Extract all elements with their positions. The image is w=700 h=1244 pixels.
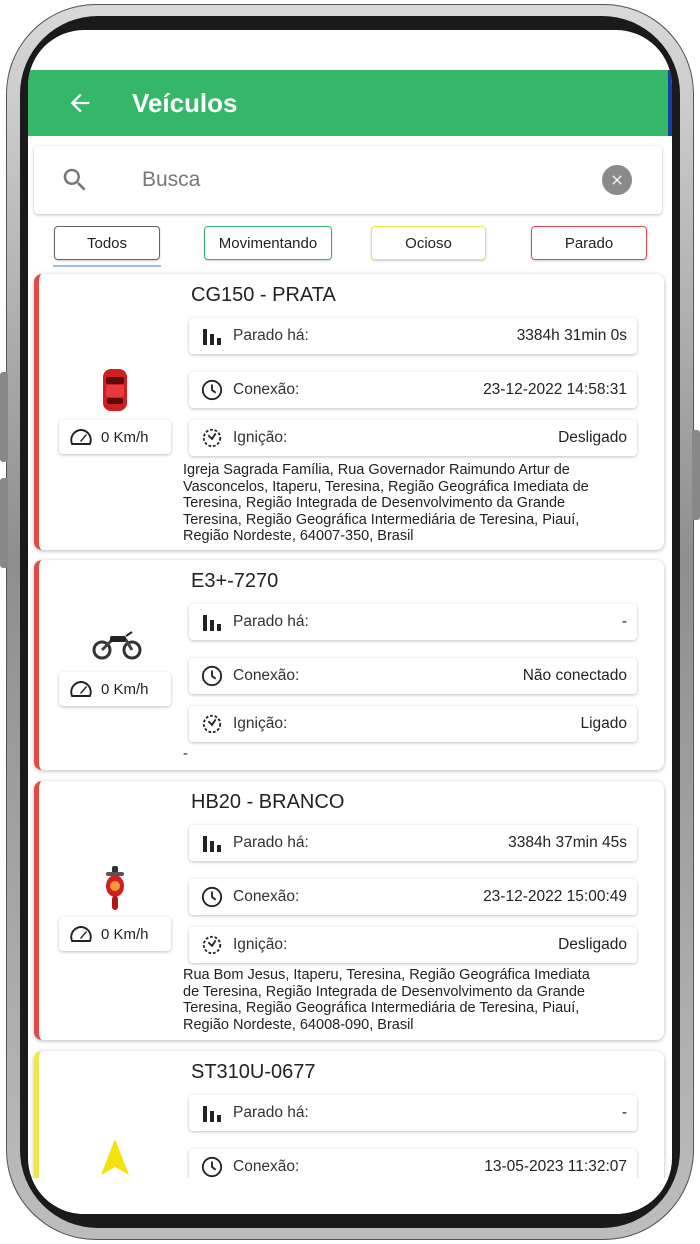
app-screen	[28, 30, 672, 1214]
vehicle-address: Rua Bom Jesus, Itaperu, Teresina, Região Geográfica Imediata de Teresina, Região Integrada de Desenvolvimento da Grande Teresina, Região Geográfica Intermediária de Teresina, Piauí, Região Nordeste, 64008-090, Brasil	[183, 967, 590, 1033]
bar-chart-icon	[202, 327, 222, 345]
vehicle-address: Igreja Sagrada Família, Rua Governador Raimundo Artur de Vasconcelos, Itaperu, Teresina, Região Geográfica Imediata de Teresina, Região Integrada de Desenvolvimento da Grande Teresina, Região Geográfica Intermediária de Teresina, Piauí, Região Nordeste, 64007-350, Brasil	[183, 462, 589, 544]
stopped-for-row	[189, 318, 637, 354]
filter-movimentando[interactable]: Movimentando	[204, 226, 332, 260]
back-arrow-icon	[66, 89, 94, 117]
connection-row	[189, 372, 637, 408]
speed-indicator	[59, 420, 171, 454]
speed-value: 0 Km/h	[101, 925, 149, 943]
app-bar	[28, 70, 672, 136]
vehicle-address: -	[183, 746, 188, 762]
vehicle-card[interactable]	[34, 781, 664, 1040]
ignition-label: Ignição:	[233, 429, 288, 446]
clear-search-button[interactable]	[602, 165, 632, 195]
search-icon	[60, 165, 90, 195]
ignition-row	[189, 927, 637, 963]
power-button	[692, 430, 700, 520]
motorcycle-icon	[91, 620, 143, 668]
vehicle-card[interactable]	[34, 560, 664, 770]
clock-icon	[201, 665, 223, 687]
connection-label: Conexão:	[233, 1158, 300, 1175]
volume-up-button	[0, 372, 8, 462]
connection-value: 23-12-2022 14:58:31	[483, 381, 627, 398]
clear-icon	[609, 172, 625, 188]
speed-value: 0 Km/h	[101, 680, 149, 698]
connection-value: Não conectado	[522, 667, 627, 684]
connection-row	[189, 879, 637, 915]
page-title: Veículos	[132, 87, 238, 118]
filter-ocioso[interactable]: Ocioso	[371, 226, 486, 260]
stopped-for-row	[189, 604, 637, 640]
ignition-label: Ignição:	[233, 936, 288, 953]
stopped-for-value: -	[621, 613, 627, 630]
vehicle-plate: E3+-7270	[191, 570, 279, 592]
volume-down-button	[0, 478, 8, 568]
vehicle-plate: ST310U-0677	[191, 1061, 316, 1083]
ignition-value: Desligado	[558, 936, 627, 953]
search-bar	[34, 146, 662, 214]
vehicle-plate: HB20 - BRANCO	[191, 791, 345, 813]
speedometer-icon	[69, 679, 93, 699]
connection-label: Conexão:	[233, 381, 300, 398]
vehicle-card[interactable]	[34, 274, 664, 550]
connection-value: 23-12-2022 15:00:49	[483, 888, 627, 905]
ignition-row	[189, 420, 637, 456]
ignition-icon	[201, 427, 223, 449]
search-input[interactable]	[142, 168, 562, 192]
connection-row	[189, 658, 637, 694]
bar-chart-icon	[202, 1104, 222, 1122]
stopped-for-value: 3384h 31min 0s	[516, 327, 627, 344]
back-button[interactable]	[50, 73, 110, 133]
ignition-value: Desligado	[558, 429, 627, 446]
ignition-icon	[201, 713, 223, 735]
clock-icon	[201, 886, 223, 908]
ignition-row	[189, 706, 637, 742]
motorcycle-icon	[95, 865, 135, 913]
bar-chart-icon	[202, 834, 222, 852]
arrow-navigation-icon	[95, 1133, 135, 1181]
vehicle-plate: CG150 - PRATA	[191, 284, 336, 306]
ignition-value: Ligado	[580, 715, 627, 732]
speed-value: 0 Km/h	[101, 428, 149, 446]
stopped-for-label: Parado há:	[233, 613, 309, 630]
speedometer-icon	[69, 924, 93, 944]
stopped-for-label: Parado há:	[233, 1104, 309, 1121]
car-icon	[95, 366, 135, 414]
stopped-for-label: Parado há:	[233, 327, 309, 344]
selected-filter-indicator	[53, 265, 161, 267]
filter-parado[interactable]: Parado	[531, 226, 647, 260]
filter-todos[interactable]: Todos	[54, 226, 160, 260]
ignition-icon	[201, 934, 223, 956]
clock-icon	[201, 379, 223, 401]
ignition-label: Ignição:	[233, 715, 288, 732]
speedometer-icon	[69, 427, 93, 447]
stopped-for-label: Parado há:	[233, 834, 309, 851]
speed-indicator	[59, 672, 171, 706]
connection-label: Conexão:	[233, 888, 300, 905]
bar-chart-icon	[202, 613, 222, 631]
screen-bottom	[28, 1178, 672, 1214]
connection-label: Conexão:	[233, 667, 300, 684]
stopped-for-row	[189, 825, 637, 861]
stopped-for-value: -	[621, 1104, 627, 1121]
stopped-for-row	[189, 1095, 637, 1131]
connection-value: 13-05-2023 11:32:07	[484, 1158, 627, 1175]
clock-icon	[201, 1156, 223, 1178]
speed-indicator	[59, 917, 171, 951]
stopped-for-value: 3384h 37min 45s	[508, 834, 627, 851]
